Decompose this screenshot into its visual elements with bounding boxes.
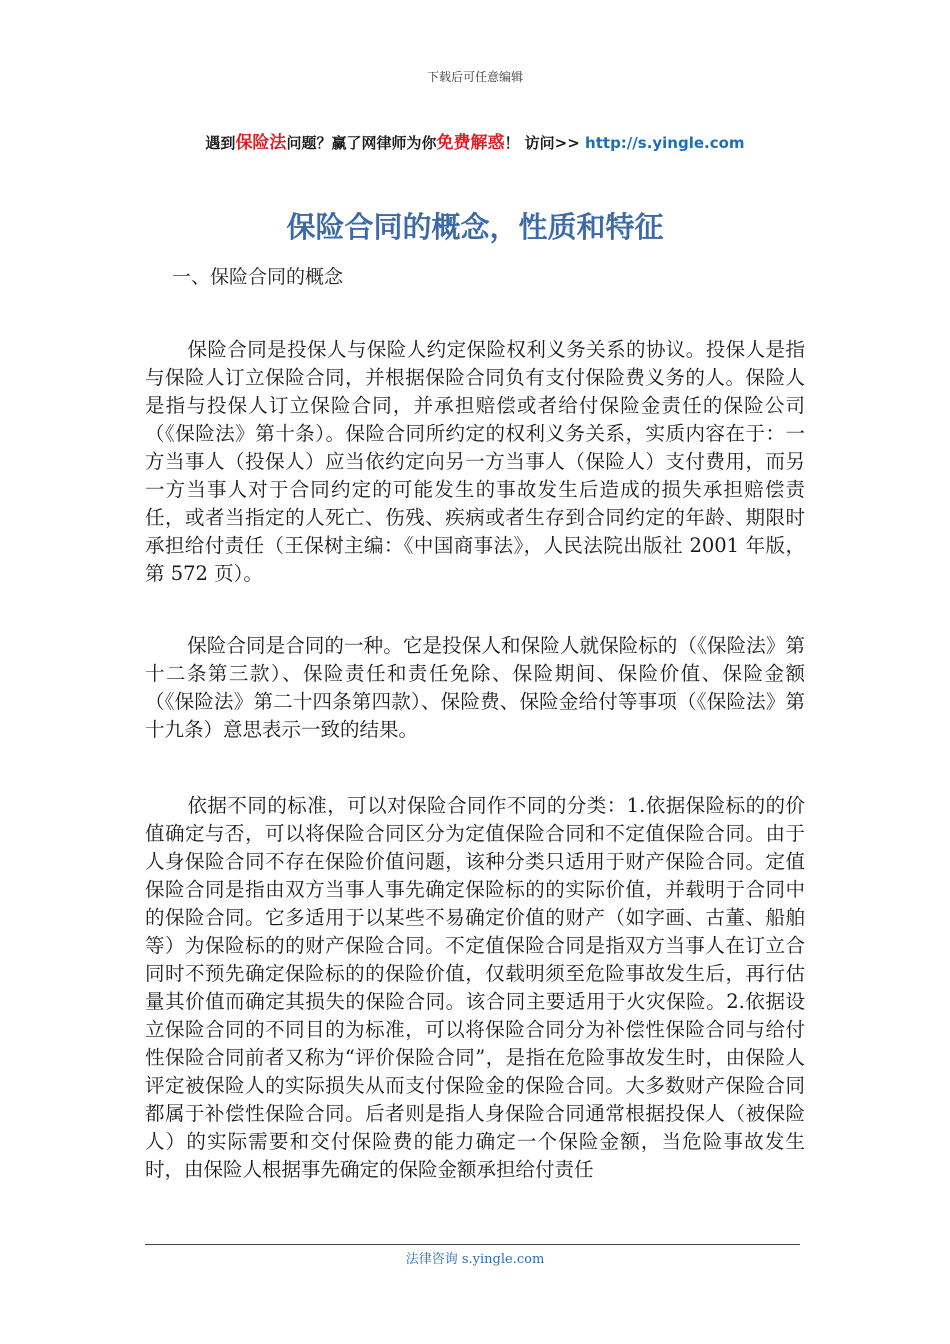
section-heading: 一、保险合同的概念 — [172, 266, 344, 288]
paragraph-2-text: 保险合同是合同的一种。它是投保人和保险人就保险标的（《保险法》第十二条第三款）、保险责任和责任免除、保险期间、保险价值、保险金额（《保险法》第二十四条第四款）、保险费、保险金给付等事项（《保险法》第十九条）意思表示一致的结果。 — [145, 634, 805, 741]
header-note: 下载后可任意编辑 — [426, 70, 523, 84]
promo-highlight-law[interactable]: 保险法 — [235, 133, 287, 153]
promo-text-3: ！ 访问>> — [504, 134, 586, 152]
promo-highlight-free: 免费解惑 — [436, 133, 505, 153]
promo-text-1: 遇到 — [205, 134, 236, 152]
promo-link[interactable]: http://s.yingle.com — [585, 134, 745, 152]
promo-banner — [0, 128, 950, 153]
paragraph-2 — [145, 632, 805, 744]
footer-divider — [145, 1244, 800, 1245]
paragraph-3-text: 依据不同的标准，可以对保险合同作不同的分类：1.依据保险标的的价值确定与否，可以将保险合同区分为定值保险合同和不定值保险合同。由于人身保险合同不存在保险价值问题，该种分类只适用于财产保险合同。定值保险合同是指由双方当事人事先确定保险标的的实际价值，并载明于合同中的保险合同。它多适用于以某些不易确定价值的财产（如字画、古董、船舶等）为保险标的的财产保险合同。不定值保险合同是指双方当事人在订立合同时不预先确定保险标的的保险价值，仅载明须至危险事故发生后，再行估量其价值而确定其损失的保险合同。该合同主要适用于火灾保险。2.依据设立保险合同的不同目的为标准，可以将保险合同分为补偿性保险合同与给付性保险合同前者又称为“评价保险合同”，是指在危险事故发生时，由保险人评定被保险人的实际损失从而支付保险金的保险合同。大多数财产保险合同都属于补偿性保险合同。后者则是指人身保险合同通常根据投保人（被保险人）的实际需要和交付保险费的能力确定一个保险金额，当危险事故发生时，由保险人根据事先确定的保险金额承担给付责任 — [145, 794, 805, 1181]
footer-link[interactable]: 法律咨询 s.yingle.com — [405, 1252, 545, 1267]
promo-text-2: 问题？赢了网律师为你 — [286, 134, 437, 152]
document-title: 保险合同的概念，性质和特征 — [286, 210, 664, 244]
paragraph-1-text: 保险合同是投保人与保险人约定保险权利义务关系的协议。投保人是指与保险人订立保险合同，并根据保险合同负有支付保险费义务的人。保险人是指与投保人订立保险合同，并承担赔偿或者给付保险金责任的保险公司（《保险法》第十条）。保险合同所约定的权利义务关系，实质内容在于：一方当事人（投保人）应当依约定向另一方当事人（保险人）支付费用，而另一方当事人对于合同约定的可能发生的事故发生后造成的损失承担赔偿责任，或者当指定的人死亡、伤残、疾病或者生存到合同约定的年龄、期限时承担给付责任（王保树主编：《中国商事法》，人民法院出版社 2001 年版，第 572 页）。 — [145, 338, 805, 585]
paragraph-3 — [145, 792, 805, 1184]
paragraph-1 — [145, 336, 805, 588]
